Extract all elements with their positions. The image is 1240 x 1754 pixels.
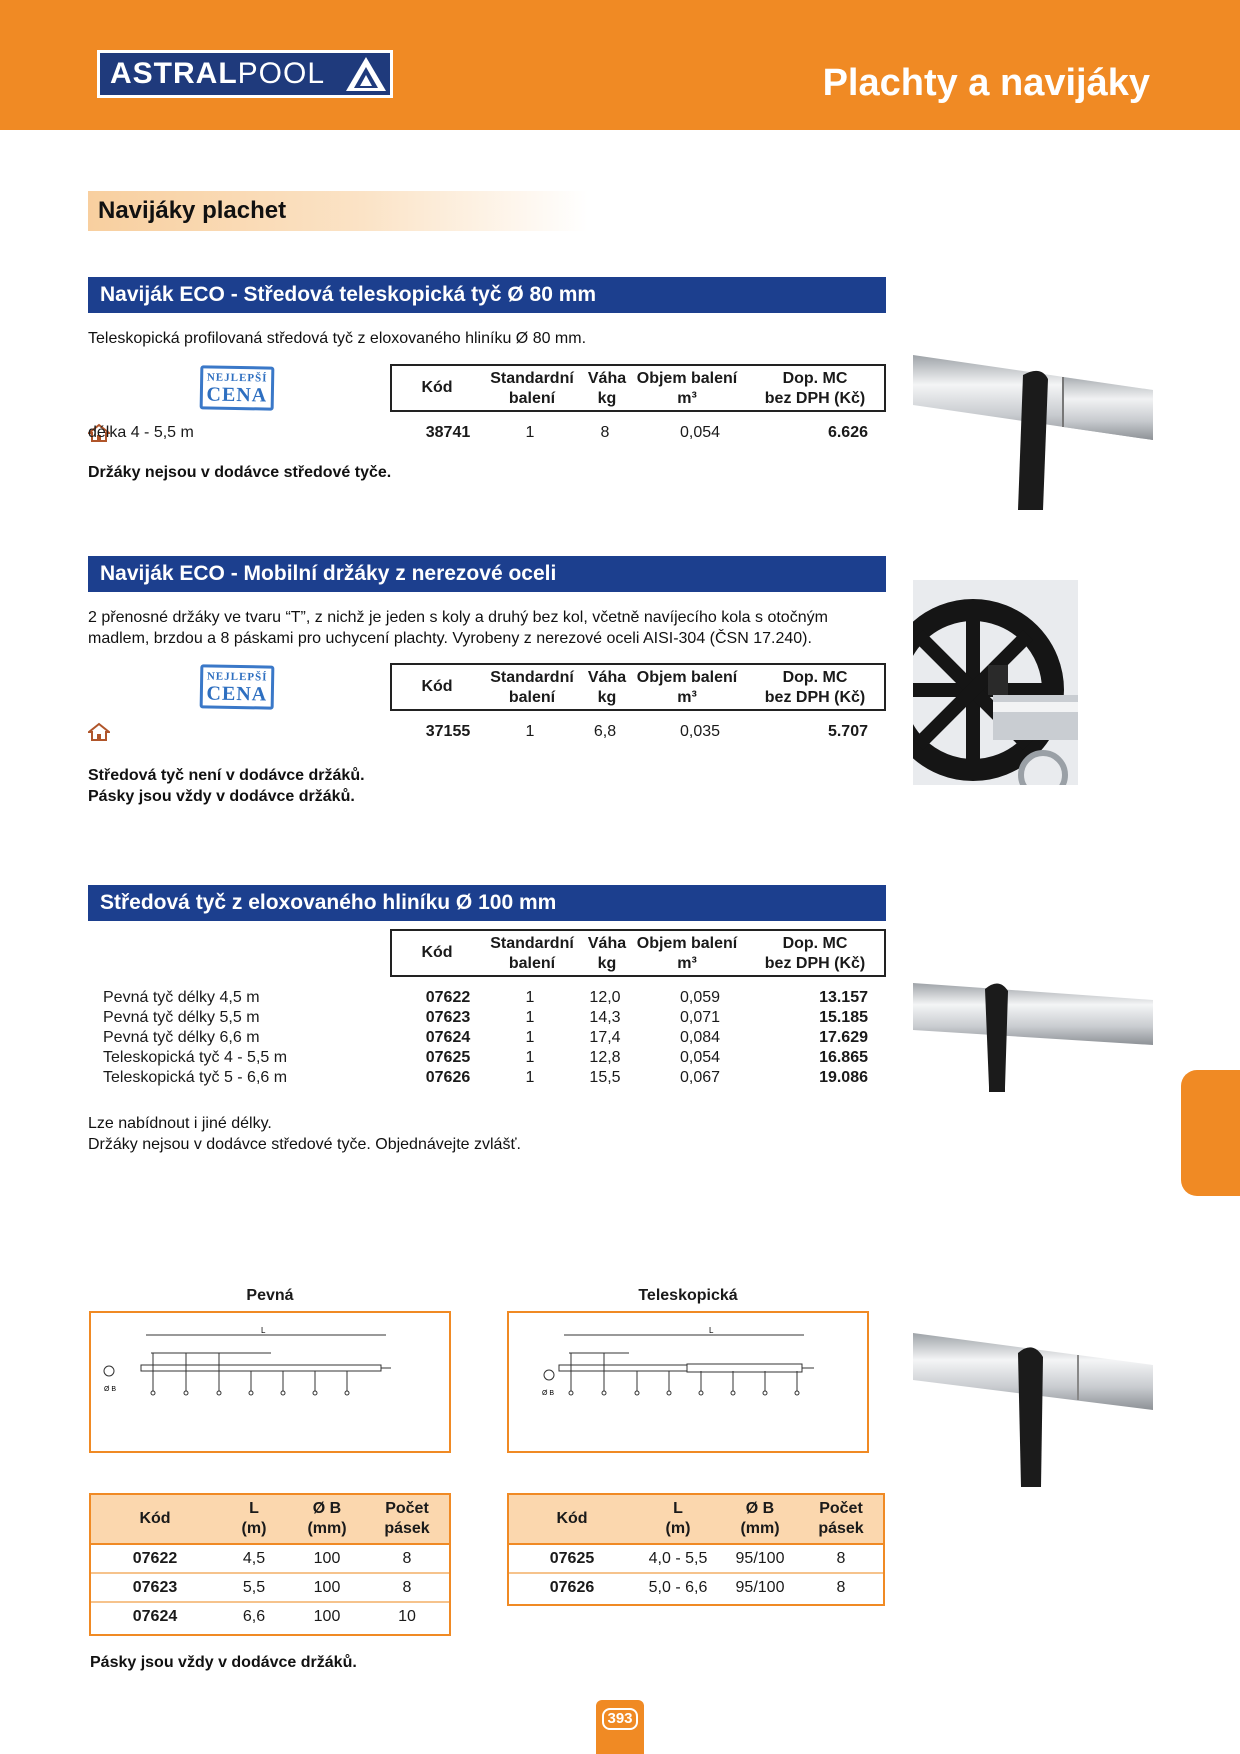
product-description: Teleskopická profilovaná středová tyč z eloxovaného hliníku Ø 80 mm. — [88, 330, 587, 347]
page-number: 393 — [596, 1700, 644, 1754]
table-row: 07622 4,5 100 8 — [91, 1544, 449, 1573]
rod-diagram-fixed — [89, 1311, 451, 1453]
aluminium-rod-photo — [913, 975, 1153, 1120]
rod-drawing — [509, 1313, 867, 1451]
rod-diagram-telescopic — [507, 1311, 869, 1453]
product-title-alu-rod: Středová tyč z eloxovaného hliníku Ø 100 mm — [88, 885, 886, 921]
best-price-badge: NEJLEPŠÍ CENA — [200, 664, 275, 709]
best-price-badge: NEJLEPŠÍ CENA — [200, 365, 275, 410]
product-title-eco-holders: Naviják ECO - Mobilní držáky z nerezové oceli — [88, 556, 886, 592]
table-row: 07623 5,5 100 8 — [91, 1573, 449, 1602]
house-icon — [88, 722, 110, 742]
price-table-header: Kód Standardní balení Váha kg Objem balení m³ Dop. MC bez DPH (Kč) — [390, 663, 886, 711]
product-title-eco-rod: Naviják ECO - Středová teleskopická tyč Ø 80 mm — [88, 277, 886, 313]
spec-table-telescopic: Kód L (m) Ø B (mm) Počet pásek 07625 4,0 - 5,5 95/100 8 07626 5,0 - 6,6 95/100 8 — [507, 1493, 885, 1606]
telescopic-rod-photo — [913, 345, 1153, 510]
reel-holder-photo — [913, 580, 1078, 785]
astralpool-triangle-icon — [342, 53, 390, 95]
price-row: Pevná tyč délky 5,5 m 07623 1 14,3 0,071 15.185 — [103, 1009, 868, 1026]
dimension-b: Ø B — [104, 1386, 117, 1393]
product-note: Středová tyč není v dodávce držáků. Pásky jsou vždy v dodávce držáků. — [88, 767, 365, 805]
product-note: Lze nabídnout i jiné délky. Držáky nejsou v dodávce středové tyče. Objednávejte zvlášť. — [88, 1115, 521, 1153]
spec-table-fixed: Kód L (m) Ø B (mm) Počet pásek 07622 4,5 100 8 07623 5,5 100 8 07624 6,6 100 10 — [89, 1493, 451, 1636]
dimension-b: Ø B — [542, 1390, 555, 1397]
dimension-l: L — [261, 1326, 266, 1335]
section-title: Navijáky plachet — [88, 191, 588, 231]
chapter-side-tab — [1181, 1070, 1240, 1196]
price-row: Teleskopická tyč 5 - 6,6 m 07626 1 15,5 0,067 19.086 — [103, 1069, 868, 1086]
table-row: 07626 5,0 - 6,6 95/100 8 — [549, 1579, 846, 1596]
price-table-header: Kód Standardní balení Váha kg Objem balení m³ Dop. MC bez DPH (Kč) — [390, 929, 886, 977]
page-title: Plachty a navijáky — [822, 62, 1150, 104]
diagram-label-telescopic: Teleskopická — [638, 1287, 738, 1304]
price-row: 37155 1 6,8 0,035 5.707 — [88, 722, 888, 742]
telescopic-rod-photo — [913, 1325, 1153, 1490]
price-table-header: Kód Standardní balení Váha kg Objem balení m³ Dop. MC bez DPH (Kč) — [390, 364, 886, 412]
astralpool-logo: ASTRALPOOL — [97, 50, 393, 98]
bottom-note: Pásky jsou vždy v dodávce držáků. — [90, 1654, 357, 1671]
price-row: délka 4 - 5,5 m 38741 1 8 0,054 6.626 — [88, 424, 868, 441]
diagram-label-fixed: Pevná — [246, 1287, 294, 1304]
price-row: Teleskopická tyč 4 - 5,5 m 07625 1 12,8 0,054 16.865 — [103, 1049, 868, 1066]
table-row: 07624 6,6 100 10 — [132, 1608, 416, 1625]
table-row: 07625 4,0 - 5,5 95/100 8 — [509, 1544, 883, 1573]
product-note: Držáky nejsou v dodávce středové tyče. — [88, 464, 392, 481]
dimension-l: L — [709, 1326, 714, 1335]
price-row: Pevná tyč délky 6,6 m 07624 1 17,4 0,084 17.629 — [103, 1029, 868, 1046]
product-description: 2 přenosné držáky ve tvaru “T”, z nichž je jeden s koly a druhý bez kol, včetně navíjecího kola s otočným madlem, brzdou a 8 páskami pro uchycení plachty. Vyrobeny z nerezové oceli AISI-304 (ČSN 17.240). — [88, 609, 828, 647]
page-header — [0, 0, 1240, 130]
price-row: Pevná tyč délky 4,5 m 07622 1 12,0 0,059 13.157 — [103, 989, 868, 1006]
rod-drawing — [91, 1313, 449, 1451]
